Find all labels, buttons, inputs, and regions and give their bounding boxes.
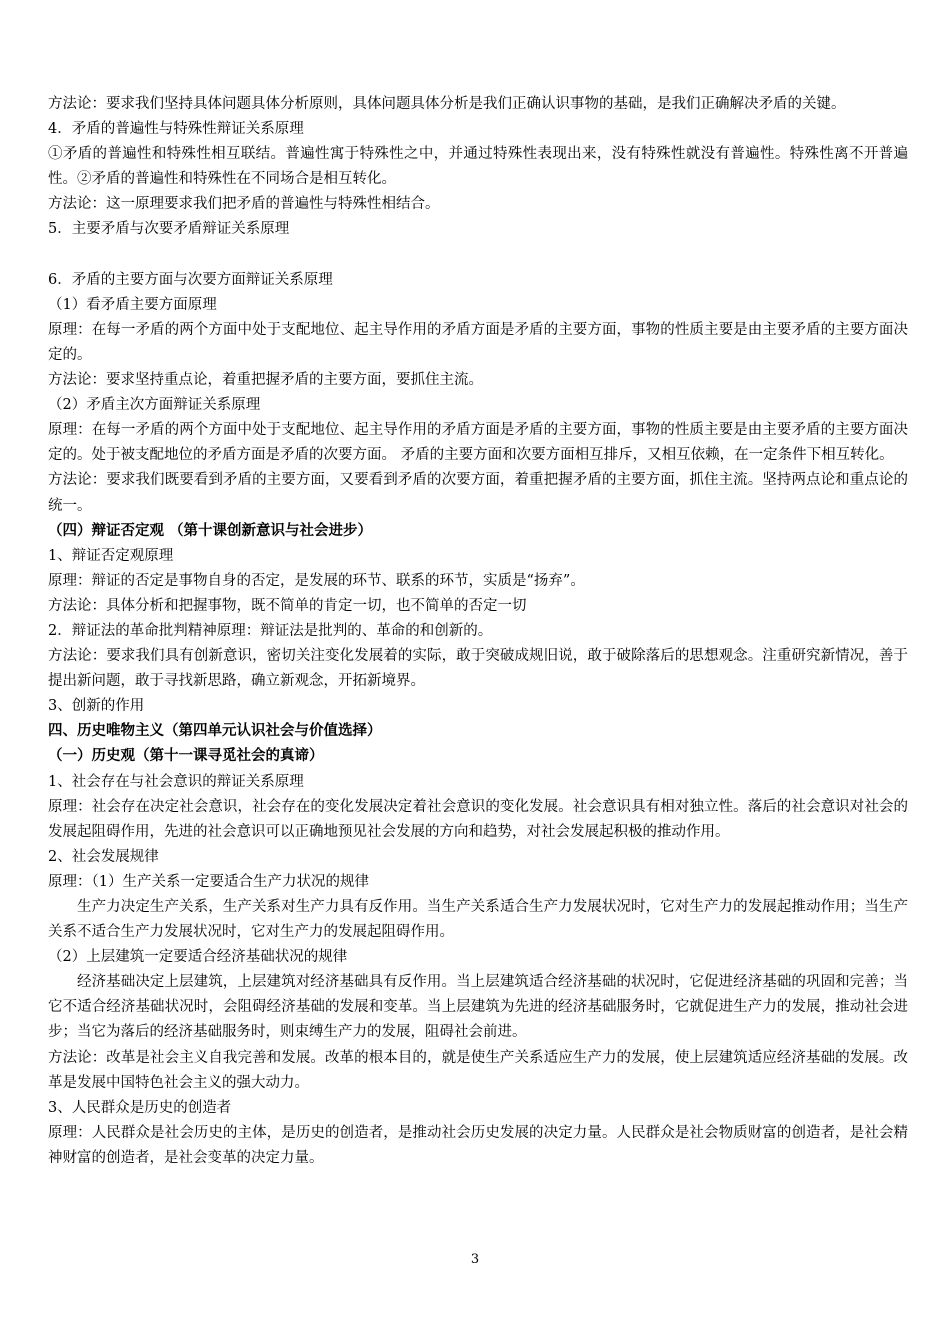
subheading-superstructure-law: （2）上层建筑一定要适合经济基础状况的规律 bbox=[48, 949, 348, 966]
section-heading-dialectical-negation: （四）辩证否定观 （第十课创新意识与社会进步） bbox=[48, 522, 373, 539]
paragraph-reform-methodology: 方法论：改革是社会主义自我完善和发展。改革的根本目的，就是使生产关系适应生产力的发展，使上层建筑适应经济基础的发展。改革是发展中国特色社会主义的强大动力。 bbox=[48, 1049, 908, 1091]
paragraph-methodology-specific-analysis: 方法论：要求我们坚持具体问题具体分析原则，具体问题具体分析是我们正确认识事物的基础，是我们正确解决矛盾的关键。 bbox=[48, 96, 846, 112]
paragraph-principal-aspect-methodology: 方法论：要求坚持重点论，着重把握矛盾的主要方面，要抓住主流。 bbox=[48, 372, 483, 389]
subheading-principal-aspect: （1）看矛盾主要方面原理 bbox=[48, 296, 217, 313]
paragraph-methodology-universality: 方法论：这一原理要求我们把矛盾的普遍性与特殊性相结合。 bbox=[48, 196, 440, 213]
paragraph-innovation-methodology: 方法论：要求我们具有创新意识，密切关注变化发展着的实际，敢于突破成规旧说，敢于破除落后的思想观念。注重研究新情况，善于提出新问题，敢于寻找新思路，确立新观念，开拓新境界。 bbox=[48, 648, 908, 690]
heading-dialectical-negation-principle: 1、辩证否定观原理 bbox=[48, 547, 174, 564]
heading-principal-secondary-contradiction: 5．主要矛盾与次要矛盾辩证关系原理 bbox=[48, 221, 290, 238]
paragraph-productive-forces: 生产力决定生产关系，生产关系对生产力具有反作用。当生产关系适合生产力发展状况时，它对生产力的发展起推动作用；当生产关系不适合生产力发展状况时，它对生产力的发展起阻碍作用。 bbox=[48, 899, 908, 941]
paragraph-dialectical-negation-principle: 原理：辩证的否定是事物自身的否定，是发展的环节、联系的环节，实质是“扬弃”。 bbox=[48, 572, 585, 589]
heading-people-create-history: 3、人民群众是历史的创造者 bbox=[48, 1099, 232, 1116]
page-number: 3 bbox=[470, 1252, 480, 1267]
section-heading-historical-materialism: 四、历史唯物主义（第四单元认识社会与价值选择） bbox=[48, 723, 382, 740]
heading-social-development-laws: 2、社会发展规律 bbox=[48, 848, 159, 865]
heading-principal-secondary-aspect: 6．矛盾的主要方面与次要方面辩证关系原理 bbox=[48, 271, 333, 288]
paragraph-production-relations-law: 原理：（1）生产关系一定要适合生产力状况的规律 bbox=[48, 873, 369, 890]
paragraph-people-create-history: 原理：人民群众是社会历史的主体，是历史的创造者，是推动社会历史发展的决定力量。人民群众是社会物质财富的创造者，是社会精神财富的创造者，是社会变革的决定力量。 bbox=[48, 1124, 908, 1166]
paragraph-revolutionary-critical-spirit: 2．辩证法的革命批判精神原理：辩证法是批判的、革命的和创新的。 bbox=[48, 622, 493, 639]
section-heading-view-of-history: （一）历史观（第十一课寻觅社会的真谛） bbox=[48, 748, 324, 765]
subheading-aspect-dialectics: （2）矛盾主次方面辩证关系原理 bbox=[48, 397, 261, 414]
paragraph-universality-particularity: ①矛盾的普遍性和特殊性相互联结。普遍性寓于特殊性之中，并通过特殊性表现出来，没有特殊性就没有普遍性。特殊性离不开普遍性。②矛盾的普遍性和特殊性在不同场合是相互转化。 bbox=[48, 146, 908, 188]
paragraph-dialectical-negation-methodology: 方法论：具体分析和把握事物，既不简单的肯定一切，也不简单的否定一切 bbox=[48, 597, 527, 614]
paragraph-principal-aspect-principle: 原理：在每一矛盾的两个方面中处于支配地位、起主导作用的矛盾方面是矛盾的主要方面，事物的性质主要是由主要矛盾的主要方面决定的。 bbox=[48, 321, 908, 363]
blank-line bbox=[48, 243, 908, 268]
paragraph-social-existence-consciousness: 原理：社会存在决定社会意识，社会存在的变化发展决定着社会意识的变化发展。社会意识具有相对独立性。落后的社会意识对社会的发展起阻碍作用，先进的社会意识可以正确地预见社会发展的方向和趋势，对社会发展起积极的推动作用。 bbox=[48, 798, 908, 840]
heading-universality-particularity: 4．矛盾的普遍性与特殊性辩证关系原理 bbox=[48, 121, 304, 138]
heading-role-of-innovation: 3、创新的作用 bbox=[48, 698, 145, 715]
document-body bbox=[48, 92, 908, 1171]
paragraph-economic-base: 经济基础决定上层建筑，上层建筑对经济基础具有反作用。当上层建筑适合经济基础的状况时，它促进经济基础的巩固和完善；当它不适合经济基础状况时，会阻碍经济基础的发展和变革。当上层建筑为先进的经济基础服务时，它就促进生产力的发展，推动社会进步；当它为落后的经济基础服务时，则束缚生产力的发展，阻碍社会前进。 bbox=[48, 974, 908, 1041]
paragraph-aspect-dialectics-methodology: 方法论：要求我们既要看到矛盾的主要方面，又要看到矛盾的次要方面，着重把握矛盾的主要方面，抓住主流。坚持两点论和重点论的统一。 bbox=[48, 472, 908, 514]
paragraph-aspect-dialectics-principle: 原理：在每一矛盾的两个方面中处于支配地位、起主导作用的矛盾方面是矛盾的主要方面，事物的性质主要是由主要矛盾的主要方面决定的。处于被支配地位的矛盾方面是矛盾的次要方面。 矛盾的主要方面和次要方面相互排斥，又相互依赖，在一定条件下相互转化。 bbox=[48, 422, 908, 464]
heading-social-existence-consciousness: 1、社会存在与社会意识的辩证关系原理 bbox=[48, 773, 304, 790]
